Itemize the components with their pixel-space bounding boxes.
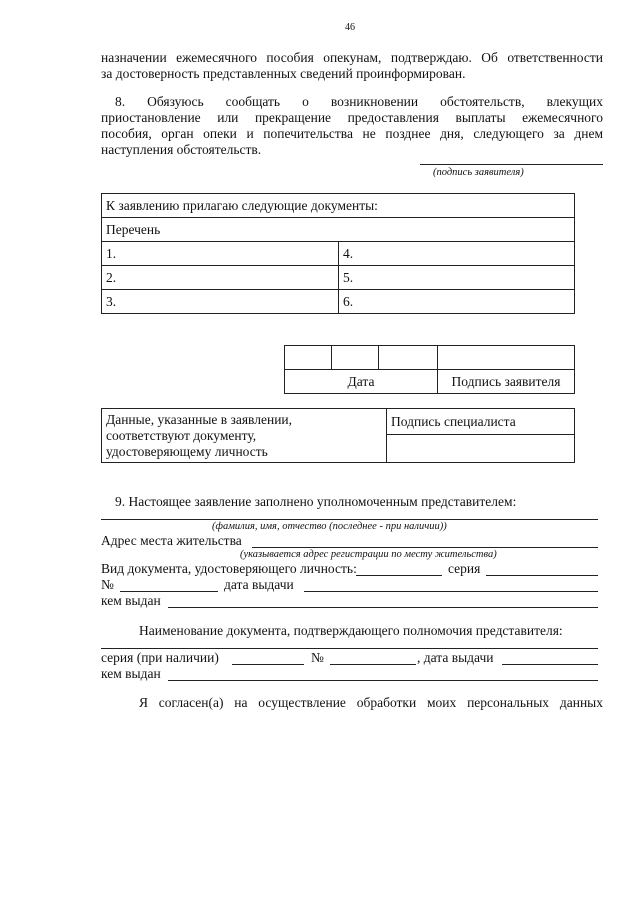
authority-doc-name-field[interactable] [101, 648, 598, 649]
documents-table-cell[interactable]: 6. [339, 290, 575, 314]
authority-issued-by-label: кем выдан [101, 666, 161, 681]
date-day-cell[interactable] [285, 346, 332, 370]
verification-text-cell [102, 409, 387, 463]
authority-issued-by-field[interactable] [168, 680, 598, 681]
item8-line-3: пособия, орган опеки и попечительства не позднее дня, следующего за днем [101, 126, 603, 141]
applicant-signature-label: Подпись заявителя [438, 370, 575, 394]
consent-line: Я согласен(а) на осуществление обработки моих персональных данных [139, 695, 603, 710]
applicant-signature-cell[interactable] [438, 346, 575, 370]
id-number-field[interactable] [120, 591, 218, 592]
authority-issue-date-label: , дата выдачи [417, 650, 494, 665]
date-label: Дата [285, 370, 438, 394]
documents-table-cell[interactable]: 2. [102, 266, 339, 290]
item8-line-2: приостановление или прекращение предоставления выплаты ежемесячного [101, 110, 603, 125]
documents-table-cell[interactable]: 4. [339, 242, 575, 266]
id-series-label: серия [448, 561, 481, 576]
authority-number-label: № [311, 650, 324, 665]
documents-table [101, 193, 575, 314]
id-issued-by-label: кем выдан [101, 593, 161, 608]
applicant-signature-caption: (подпись заявителя) [433, 167, 524, 178]
documents-table-header: К заявлению прилагаю следующие документы: [102, 194, 575, 218]
page-number: 46 [345, 22, 355, 33]
authority-issue-date-field[interactable] [502, 664, 598, 665]
fio-caption: (фамилия, имя, отчество (последнее - при наличии)) [212, 521, 447, 532]
documents-table-subheader: Перечень [102, 218, 575, 242]
intro-line-1: назначении ежемесячного пособия опекунам, подтверждаю. Об ответственности [101, 50, 603, 65]
id-issued-by-field[interactable] [168, 607, 598, 608]
authority-doc-heading: Наименование документа, подтверждающего полномочия представителя: [139, 623, 563, 638]
item9-heading: 9. Настоящее заявление заполнено уполномоченным представителем: [115, 494, 517, 509]
date-signature-table [284, 345, 575, 394]
address-caption: (указывается адрес регистрации по месту жительства) [240, 549, 497, 560]
item8-line-1: 8. Обязуюсь сообщать о возникновении обстоятельств, влекущих [115, 94, 603, 109]
documents-table-cell[interactable]: 3. [102, 290, 339, 314]
item8-line-4: наступления обстоятельств. [101, 142, 262, 157]
id-issue-date-field[interactable] [304, 591, 598, 592]
date-month-cell[interactable] [332, 346, 379, 370]
documents-table-cell[interactable]: 5. [339, 266, 575, 290]
id-doc-label: Вид документа, удостоверяющего личность: [101, 561, 357, 576]
intro-line-2: за достоверность представленных сведений проинформирован. [101, 66, 466, 81]
verification-table [101, 408, 575, 463]
id-doc-type-field[interactable] [356, 575, 442, 576]
verification-line-3: удостоверяющему личность [106, 444, 268, 459]
verification-line-2: соответствуют документу, [106, 428, 257, 443]
authority-number-field[interactable] [330, 664, 416, 665]
verification-line-1: Данные, указанные в заявлении, [106, 412, 293, 427]
authority-series-field[interactable] [232, 664, 304, 665]
address-field[interactable] [252, 547, 598, 548]
specialist-signature-label: Подпись специалиста [387, 409, 575, 435]
id-issue-date-label: дата выдачи [224, 577, 294, 592]
representative-fio-field[interactable] [101, 519, 598, 520]
documents-table-cell[interactable]: 1. [102, 242, 339, 266]
address-label: Адрес места жительства [101, 533, 242, 548]
specialist-signature-cell[interactable] [387, 435, 575, 463]
applicant-signature-line[interactable] [420, 164, 603, 165]
id-series-field[interactable] [486, 575, 598, 576]
authority-series-label: серия (при наличии) [101, 650, 219, 665]
id-number-label: № [101, 577, 114, 592]
date-year-cell[interactable] [379, 346, 438, 370]
